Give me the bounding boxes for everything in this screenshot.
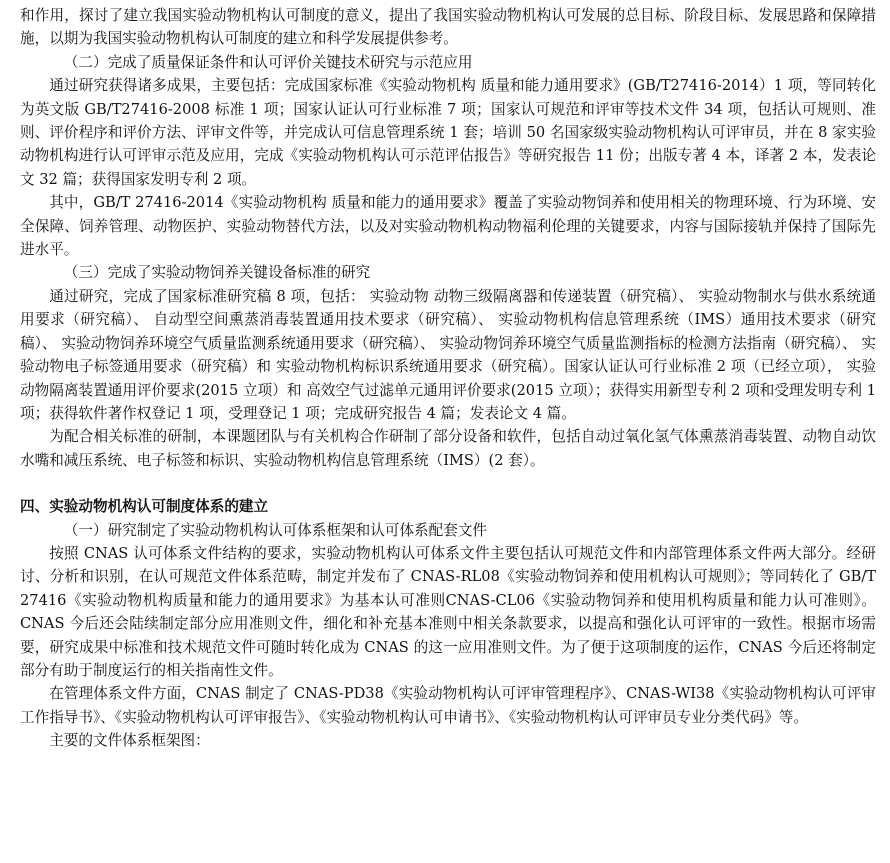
paragraph-management-documents: 在管理体系文件方面，CNAS 制定了 CNAS-PD38《实验动物机构认可评审管理程序》、CNAS-WI38《实验动物机构认可评审工作指导书》、《实验动物机构认可评审报告》、《实验动物机构认可申请书》、《实验动物机构认可评审员专业分类代码》等。	[20, 685, 876, 726]
subheading-4-1: （一）研究制定了实验动物机构认可体系框架和认可体系配套文件	[63, 521, 488, 539]
subheading-2: （二）完成了质量保证条件和认可评价关键技术研究与示范应用	[63, 53, 473, 71]
paragraph-equipment-software: 为配合相关标准的研制，本课题团队与有关机构合作研制了部分设备和软件，包括自动过氧化氢气体熏蒸消毒装置、动物自动饮水嘴和减压系统、电子标签和标识、实验动物机构信息管理系统（IMS）(2 套）。	[20, 428, 876, 469]
paragraph-equipment-standards: 通过研究，完成了国家标准研究稿 8 项，包括： 实验动物 动物三级隔离器和传递装置（研究稿）、 实验动物制水与供水系统通用要求（研究稿）、 自动型空间熏蒸消毒装置通用技术要求（研究稿）、 实验动物机构信息管理系统（IMS）通用技术要求（研究稿）、 实验动物饲养环境空气质量监测系统通用要求（研究稿）、 实验动物饲养环境空气质量监测指标的检测方法指南（研究稿）、 实验动物电子标签通用要求（研究稿）和 实验动物机构标识系统通用要求（研究稿）。国家认证认可行业标准 2 项（已经立项）， 实验动物隔离装置通用评价要求(2015 立项）和 高效空气过滤单元通用评价要求(2015 立项）；获得实用新型专利 2 项和受理发明专利 1 项；获得软件著作权登记 1 项，受理登记 1 项；完成研究报告 4 篇；发表论文 4 篇。	[20, 287, 876, 422]
subheading-3: （三）完成了实验动物饲养关键设备标准的研究	[63, 264, 371, 282]
section-heading-4: 四、实验动物机构认可制度体系的建立	[20, 498, 269, 516]
paragraph-cnas-framework: 按照 CNAS 认可体系文件结构的要求，实验动物机构认可体系文件主要包括认可规范文件和内部管理体系文件两大部分。经研讨、分析和识别，在认可规范文件体系范畴，制定并发布了 CNAS-RL08《实验动物饲养和使用机构认可规则》；等同转化了 GB/T 27416《实验动物机构质量和能力的通用要求》为基本认可准则CNAS-CL06《实验动物饲养和使用机构质量和能力认可准则》。CNAS 今后还会陆续制定部分应用准则文件，细化和补充基本准则中相关条款要求，以提高和强化认可评审的一致性。根据市场需要，研究成果中标准和技术规范文件可随时转化成为 CNAS 的这一应用准则文件。为了便于这项制度的运作，CNAS 今后还将制定部分有助于制度运行的相关指南性文件。	[20, 544, 876, 679]
paragraph-intro-continuation: 和作用，探讨了建立我国实验动物机构认可制度的意义，提出了我国实验动物机构认可发展的总目标、阶段目标、发展思路和保障措施，以期为我国实验动物机构认可制度的建立和科学发展提供参考。	[20, 7, 876, 48]
paragraph-research-results: 通过研究获得诸多成果，主要包括：完成国家标准《实验动物机构 质量和能力通用要求》(GB/T27416-2014）1 项，等同转化为英文版 GB/T27416-2008 标准 1 项；国家认证认可行业标准 7 项；国家认可规范和评审等技术文件 34 项，包括认可规则、准则、评价程序和评价方法、评审文件等，并完成认可信息管理系统 1 套；培训 50 名国家级实验动物机构认可评审员，并在 8 家实验动物机构进行认可评审示范及应用，完成《实验动物机构认可示范评估报告》等研究报告 11 份；出版专著 4 本，译著 2 本，发表论文 32 篇；获得国家发明专利 2 项。	[20, 77, 876, 188]
paragraph-framework-diagram-caption: 主要的文件体系框架图：	[49, 732, 210, 750]
paragraph-gbt27416: 其中，GB/T 27416-2014《实验动物机构 质量和能力的通用要求》覆盖了实验动物饲养和使用相关的物理环境、行为环境、安全保障、饲养管理、动物医护、实验动物替代方法，以及对实验动物机构动物福利伦理的关键要求，内容与国际接轨并保持了国际先进水平。	[20, 194, 876, 259]
